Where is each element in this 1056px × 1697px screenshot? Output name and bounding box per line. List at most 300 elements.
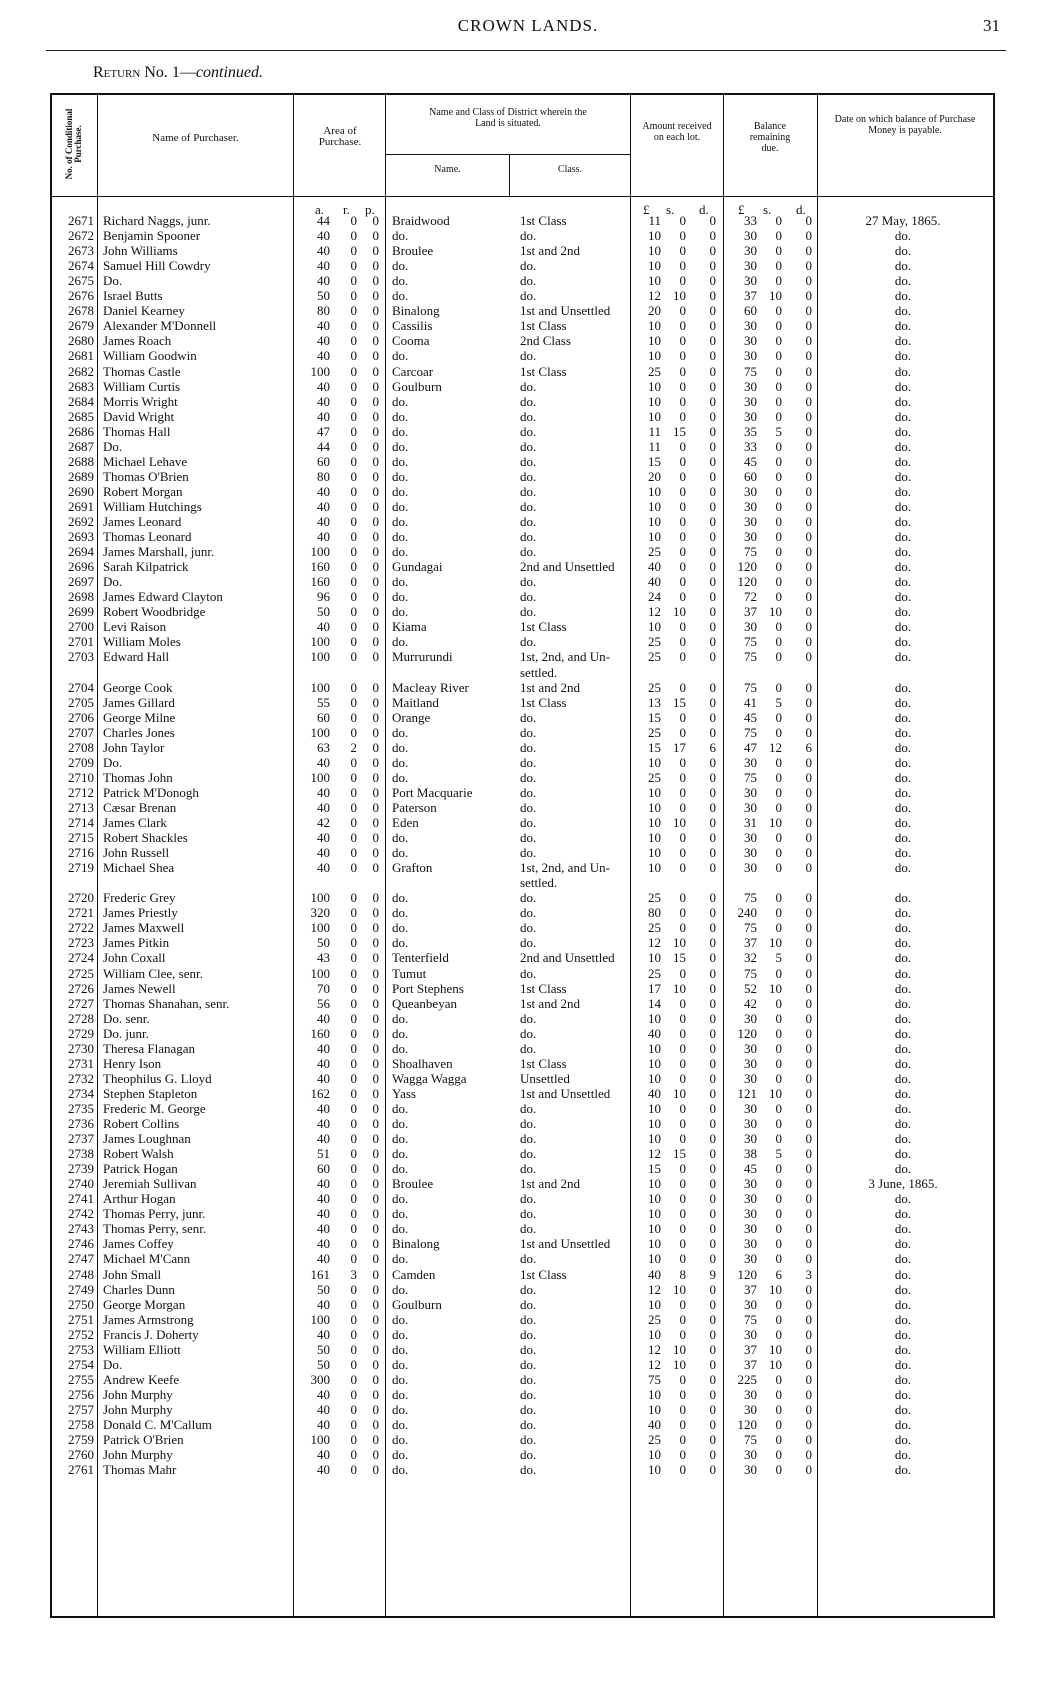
purchaser-name: James Coffey bbox=[103, 1236, 174, 1252]
amount-shillings: 0 bbox=[679, 273, 686, 289]
area-acres: 40 bbox=[317, 1447, 330, 1463]
balance-shillings: 5 bbox=[775, 1146, 782, 1162]
amount-shillings: 0 bbox=[679, 348, 686, 364]
purchase-number: 2716 bbox=[68, 845, 94, 861]
payable-date: do. bbox=[894, 1085, 912, 1101]
area-perches: 0 bbox=[372, 1010, 379, 1026]
area-perches: 0 bbox=[372, 303, 379, 319]
area-roods: 0 bbox=[350, 1462, 357, 1478]
purchase-number: 2720 bbox=[68, 890, 94, 906]
balance-pounds: 30 bbox=[744, 258, 757, 274]
area-roods: 0 bbox=[350, 468, 357, 484]
area-roods: 0 bbox=[350, 649, 357, 665]
purchaser-name: Do. bbox=[103, 438, 123, 454]
area-perches: 0 bbox=[372, 318, 379, 334]
amount-pence: 0 bbox=[709, 1161, 716, 1177]
amount-pounds: 11 bbox=[648, 213, 661, 228]
payable-date: do. bbox=[894, 559, 912, 575]
payable-date: do. bbox=[894, 1341, 912, 1357]
balance-pence: 3 bbox=[805, 1266, 812, 1282]
area-perches: 0 bbox=[372, 273, 379, 289]
purchaser-name: Henry Ison bbox=[103, 1055, 162, 1071]
district-class: do. bbox=[520, 1371, 537, 1387]
amount-pence: 0 bbox=[709, 468, 716, 484]
payable-date: do. bbox=[894, 1025, 912, 1041]
area-roods: 0 bbox=[350, 799, 357, 815]
amount-pence: 0 bbox=[709, 408, 716, 424]
district-name: do. bbox=[392, 1146, 409, 1162]
unit-acres: a. bbox=[315, 202, 325, 217]
area-perches: 0 bbox=[372, 1191, 379, 1207]
purchaser-name: Edward Hall bbox=[103, 649, 170, 665]
amount-pounds: 25 bbox=[648, 769, 661, 785]
amount-pence: 0 bbox=[709, 1432, 716, 1448]
amount-shillings: 0 bbox=[679, 649, 686, 665]
amount-pence: 0 bbox=[709, 453, 716, 469]
balance-pence: 0 bbox=[805, 1221, 812, 1237]
balance-pounds: 30 bbox=[744, 1447, 757, 1463]
purchaser-name: John Williams bbox=[103, 243, 178, 259]
amount-pence: 0 bbox=[709, 1401, 716, 1417]
payable-date: do. bbox=[894, 965, 912, 981]
table-row bbox=[52, 379, 993, 395]
balance-pence: 0 bbox=[805, 1462, 812, 1478]
area-perches: 0 bbox=[372, 935, 379, 951]
payable-date: do. bbox=[894, 754, 912, 770]
balance-shillings: 0 bbox=[775, 258, 782, 274]
amount-pounds: 40 bbox=[648, 1266, 661, 1282]
payable-date: do. bbox=[894, 604, 912, 620]
area-acres: 40 bbox=[317, 243, 330, 259]
district-class: do. bbox=[520, 378, 537, 394]
table-row bbox=[52, 1026, 993, 1042]
purchase-number: 2761 bbox=[68, 1462, 94, 1478]
balance-pence: 0 bbox=[805, 920, 812, 936]
amount-pence: 0 bbox=[709, 213, 716, 228]
balance-pounds: 37 bbox=[744, 1281, 757, 1297]
purchaser-name: James Roach bbox=[103, 333, 172, 349]
amount-pence: 0 bbox=[709, 529, 716, 545]
area-perches: 0 bbox=[372, 1100, 379, 1116]
area-roods: 0 bbox=[350, 483, 357, 499]
balance-pence: 0 bbox=[805, 1100, 812, 1116]
amount-pounds: 15 bbox=[648, 709, 661, 725]
district-class: 1st Class bbox=[520, 980, 567, 996]
payable-date: do. bbox=[894, 619, 912, 635]
payable-date: do. bbox=[894, 1221, 912, 1237]
area-roods: 0 bbox=[350, 965, 357, 981]
balance-pounds: 30 bbox=[744, 1206, 757, 1222]
purchaser-name: Arthur Hogan bbox=[103, 1191, 176, 1207]
purchase-number: 2757 bbox=[68, 1401, 94, 1417]
payable-date: do. bbox=[894, 1100, 912, 1116]
district-name: do. bbox=[392, 634, 409, 650]
balance-pence: 0 bbox=[805, 228, 812, 244]
purchaser-name: Do. junr. bbox=[103, 1025, 149, 1041]
balance-shillings: 0 bbox=[775, 845, 782, 861]
table-row bbox=[52, 409, 993, 425]
district-name: Grafton bbox=[392, 860, 433, 876]
area-roods: 0 bbox=[350, 1311, 357, 1327]
balance-shillings: 0 bbox=[775, 1161, 782, 1177]
purchase-number: 2700 bbox=[68, 619, 94, 635]
district-name: Cassilis bbox=[392, 318, 433, 334]
balance-pence: 0 bbox=[805, 1176, 812, 1192]
payable-date: do. bbox=[894, 980, 912, 996]
purchase-number: 2706 bbox=[68, 709, 94, 725]
area-perches: 0 bbox=[372, 1146, 379, 1162]
table-row bbox=[52, 1432, 993, 1448]
balance-pounds: 30 bbox=[744, 1010, 757, 1026]
purchaser-name: Thomas Perry, senr. bbox=[103, 1221, 207, 1237]
area-roods: 0 bbox=[350, 1131, 357, 1147]
purchaser-name: William Moles bbox=[103, 634, 181, 650]
amount-pence: 0 bbox=[709, 679, 716, 695]
balance-shillings: 0 bbox=[775, 1386, 782, 1402]
amount-pounds: 10 bbox=[648, 243, 661, 259]
balance-pounds: 37 bbox=[744, 935, 757, 951]
amount-pence: 0 bbox=[709, 288, 716, 304]
payable-date: do. bbox=[894, 784, 912, 800]
amount-pounds: 10 bbox=[648, 784, 661, 800]
balance-pounds: 75 bbox=[744, 920, 757, 936]
balance-shillings: 0 bbox=[775, 574, 782, 590]
balance-pounds: 30 bbox=[744, 1040, 757, 1056]
amount-shillings: 0 bbox=[679, 1206, 686, 1222]
purchase-number: 2743 bbox=[68, 1221, 94, 1237]
area-acres: 40 bbox=[317, 529, 330, 545]
amount-pence: 0 bbox=[709, 303, 716, 319]
table-row bbox=[52, 1236, 993, 1252]
purchase-number: 2747 bbox=[68, 1251, 94, 1267]
amount-pence: 0 bbox=[709, 1417, 716, 1432]
payable-date: do. bbox=[894, 679, 912, 695]
payable-date: do. bbox=[894, 1116, 912, 1131]
purchaser-name: Israel Butts bbox=[103, 288, 163, 304]
page-header bbox=[0, 12, 1056, 42]
area-perches: 0 bbox=[372, 1356, 379, 1372]
purchase-number: 2676 bbox=[68, 288, 94, 304]
payable-date: do. bbox=[894, 1131, 912, 1147]
district-name: Carcoar bbox=[392, 363, 434, 379]
area-acres: 80 bbox=[317, 303, 330, 319]
purchaser-name: James Marshall, junr. bbox=[103, 544, 215, 560]
district-class: do. bbox=[520, 423, 537, 439]
balance-pence: 0 bbox=[805, 1206, 812, 1222]
table-row bbox=[52, 1206, 993, 1222]
amount-pounds: 10 bbox=[648, 1010, 661, 1026]
balance-pounds: 75 bbox=[744, 965, 757, 981]
balance-pence: 0 bbox=[805, 815, 812, 830]
purchase-number: 2714 bbox=[68, 815, 94, 830]
purchaser-name: James Newell bbox=[103, 980, 176, 996]
purchaser-name: George Cook bbox=[103, 679, 173, 695]
district-class: 1st Class bbox=[520, 1055, 567, 1071]
area-acres: 96 bbox=[317, 589, 330, 605]
amount-shillings: 0 bbox=[679, 754, 686, 770]
district-name: do. bbox=[392, 393, 409, 409]
area-acres: 300 bbox=[310, 1371, 330, 1387]
purchaser-name: Richard Naggs, junr. bbox=[103, 213, 211, 228]
amount-pounds: 10 bbox=[648, 1326, 661, 1342]
purchase-number: 2715 bbox=[68, 830, 94, 846]
amount-pounds: 10 bbox=[648, 258, 661, 274]
balance-pounds: 30 bbox=[744, 1116, 757, 1131]
purchaser-name: Francis J. Doherty bbox=[103, 1326, 199, 1342]
district-class: do. bbox=[520, 935, 537, 951]
purchaser-name: John Murphy bbox=[103, 1386, 173, 1402]
area-perches: 0 bbox=[372, 830, 379, 846]
payable-date: do. bbox=[894, 1417, 912, 1432]
area-acres: 40 bbox=[317, 1070, 330, 1086]
payable-date: do. bbox=[894, 1462, 912, 1478]
table-row bbox=[52, 1191, 993, 1207]
purchase-number: 2746 bbox=[68, 1236, 94, 1252]
area-acres: 56 bbox=[317, 995, 330, 1011]
purchaser-name: John Murphy bbox=[103, 1447, 173, 1463]
payable-date: do. bbox=[894, 453, 912, 469]
area-roods: 0 bbox=[350, 1401, 357, 1417]
area-roods: 0 bbox=[350, 1085, 357, 1101]
area-perches: 0 bbox=[372, 1462, 379, 1478]
area-perches: 0 bbox=[372, 559, 379, 575]
district-name: Maitland bbox=[392, 694, 439, 710]
balance-shillings: 0 bbox=[775, 1206, 782, 1222]
area-perches: 0 bbox=[372, 1070, 379, 1086]
purchase-number: 2735 bbox=[68, 1100, 94, 1116]
amount-pence: 0 bbox=[709, 830, 716, 846]
amount-pence: 0 bbox=[709, 965, 716, 981]
table-row bbox=[52, 213, 993, 229]
purchaser-name: Do. bbox=[103, 1356, 123, 1372]
table-row bbox=[52, 439, 993, 455]
purchase-number: 2760 bbox=[68, 1447, 94, 1463]
area-roods: 0 bbox=[350, 1206, 357, 1222]
amount-pence: 0 bbox=[709, 935, 716, 951]
amount-pounds: 10 bbox=[648, 1296, 661, 1312]
district-class: do. bbox=[520, 604, 537, 620]
area-acres: 40 bbox=[317, 1326, 330, 1342]
district-name: Binalong bbox=[392, 303, 440, 319]
district-name: Queanbeyan bbox=[392, 995, 457, 1011]
payable-date: do. bbox=[894, 378, 912, 394]
balance-pounds: 37 bbox=[744, 288, 757, 304]
district-class: do. bbox=[520, 1296, 537, 1312]
purchaser-name: William Curtis bbox=[103, 378, 181, 394]
area-roods: 0 bbox=[350, 1326, 357, 1342]
amount-pounds: 10 bbox=[648, 529, 661, 545]
balance-shillings: 10 bbox=[769, 288, 782, 304]
balance-shillings: 0 bbox=[775, 243, 782, 259]
amount-pounds: 10 bbox=[648, 1040, 661, 1056]
table-row bbox=[52, 1086, 993, 1102]
balance-shillings: 0 bbox=[775, 784, 782, 800]
area-acres: 60 bbox=[317, 1161, 330, 1177]
table-row bbox=[52, 424, 993, 440]
amount-pounds: 10 bbox=[648, 333, 661, 349]
district-name: do. bbox=[392, 1010, 409, 1026]
area-perches: 0 bbox=[372, 288, 379, 304]
table-row bbox=[52, 1297, 993, 1313]
area-perches: 0 bbox=[372, 619, 379, 635]
header-district-name: Name. bbox=[434, 164, 461, 175]
table-row bbox=[52, 529, 993, 545]
purchaser-name: Do. bbox=[103, 754, 123, 770]
balance-pounds: 42 bbox=[744, 995, 757, 1011]
balance-shillings: 0 bbox=[775, 1401, 782, 1417]
district-name: do. bbox=[392, 483, 409, 499]
area-acres: 40 bbox=[317, 1040, 330, 1056]
area-perches: 0 bbox=[372, 649, 379, 665]
balance-pounds: 75 bbox=[744, 1311, 757, 1327]
amount-pence: 0 bbox=[709, 1206, 716, 1222]
table-row bbox=[52, 288, 993, 304]
amount-shillings: 17 bbox=[673, 739, 686, 755]
balance-shillings: 0 bbox=[775, 303, 782, 319]
area-perches: 0 bbox=[372, 815, 379, 830]
amount-pounds: 10 bbox=[648, 845, 661, 861]
balance-shillings: 0 bbox=[775, 1040, 782, 1056]
payable-date: do. bbox=[894, 1296, 912, 1312]
district-name: do. bbox=[392, 1161, 409, 1177]
purchase-number: 2679 bbox=[68, 318, 94, 334]
amount-pence: 0 bbox=[709, 950, 716, 966]
district-name: Macleay River bbox=[392, 679, 469, 695]
balance-pounds: 30 bbox=[744, 408, 757, 424]
table-row bbox=[52, 1251, 993, 1267]
amount-pounds: 20 bbox=[648, 303, 661, 319]
table-row bbox=[52, 1372, 993, 1388]
balance-pence: 0 bbox=[805, 860, 812, 876]
purchase-number: 2689 bbox=[68, 468, 94, 484]
area-acres: 40 bbox=[317, 408, 330, 424]
area-perches: 0 bbox=[372, 1386, 379, 1402]
area-acres: 100 bbox=[310, 634, 330, 650]
district-class: do. bbox=[520, 905, 537, 921]
balance-pounds: 120 bbox=[737, 1417, 757, 1432]
purchaser-name: Alexander M'Donnell bbox=[103, 318, 217, 334]
area-acres: 40 bbox=[317, 1236, 330, 1252]
amount-pounds: 25 bbox=[648, 363, 661, 379]
purchase-number: 2703 bbox=[68, 649, 94, 665]
purchaser-name: Robert Morgan bbox=[103, 483, 183, 499]
area-roods: 0 bbox=[350, 935, 357, 951]
district-class: do. bbox=[520, 754, 537, 770]
table-row bbox=[52, 454, 993, 470]
purchaser-name: William Hutchings bbox=[103, 498, 202, 514]
amount-pence: 0 bbox=[709, 574, 716, 590]
district-class: 1st Class bbox=[520, 363, 567, 379]
area-roods: 0 bbox=[350, 348, 357, 364]
unit-pounds: £ bbox=[643, 202, 650, 217]
area-perches: 0 bbox=[372, 589, 379, 605]
unit-shillings: s. bbox=[666, 202, 675, 217]
table-row bbox=[52, 273, 993, 289]
balance-pence: 0 bbox=[805, 393, 812, 409]
balance-shillings: 10 bbox=[769, 1356, 782, 1372]
district-class: do. bbox=[520, 830, 537, 846]
amount-pounds: 10 bbox=[648, 1401, 661, 1417]
balance-pence: 0 bbox=[805, 1010, 812, 1026]
district-name: do. bbox=[392, 1221, 409, 1237]
balance-shillings: 0 bbox=[775, 995, 782, 1011]
amount-shillings: 10 bbox=[673, 1341, 686, 1357]
table-row bbox=[52, 574, 993, 590]
balance-pence: 0 bbox=[805, 1356, 812, 1372]
district-class: do. bbox=[520, 1161, 537, 1177]
table-row bbox=[52, 710, 993, 726]
table-row bbox=[52, 469, 993, 485]
payable-date: do. bbox=[894, 634, 912, 650]
district-name: do. bbox=[392, 468, 409, 484]
district-name: do. bbox=[392, 453, 409, 469]
purchase-number: 2694 bbox=[68, 544, 94, 560]
amount-shillings: 0 bbox=[679, 243, 686, 259]
balance-pounds: 45 bbox=[744, 453, 757, 469]
district-name: do. bbox=[392, 754, 409, 770]
balance-pence: 0 bbox=[805, 799, 812, 815]
purchaser-name: Frederic Grey bbox=[103, 890, 176, 906]
area-perches: 0 bbox=[372, 754, 379, 770]
amount-pounds: 40 bbox=[648, 1417, 661, 1432]
amount-pence: 0 bbox=[709, 243, 716, 259]
purchase-number: 2691 bbox=[68, 498, 94, 514]
area-roods: 0 bbox=[350, 709, 357, 725]
amount-pence: 0 bbox=[709, 1176, 716, 1192]
area-perches: 0 bbox=[372, 1326, 379, 1342]
table-row bbox=[52, 755, 993, 771]
balance-shillings: 0 bbox=[775, 1176, 782, 1192]
amount-shillings: 0 bbox=[679, 1296, 686, 1312]
purchaser-name: Theresa Flanagan bbox=[103, 1040, 196, 1056]
payable-date: do. bbox=[894, 438, 912, 454]
area-roods: 0 bbox=[350, 498, 357, 514]
area-perches: 0 bbox=[372, 1281, 379, 1297]
area-acres: 50 bbox=[317, 935, 330, 951]
balance-shillings: 0 bbox=[775, 1296, 782, 1312]
balance-pounds: 30 bbox=[744, 1386, 757, 1402]
area-acres: 40 bbox=[317, 1251, 330, 1267]
amount-pence: 0 bbox=[709, 815, 716, 830]
balance-shillings: 0 bbox=[775, 1432, 782, 1448]
purchase-number: 2682 bbox=[68, 363, 94, 379]
purchaser-name: Sarah Kilpatrick bbox=[103, 559, 189, 575]
area-acres: 40 bbox=[317, 1055, 330, 1071]
balance-pence: 0 bbox=[805, 1251, 812, 1267]
amount-pounds: 10 bbox=[648, 393, 661, 409]
amount-shillings: 0 bbox=[679, 453, 686, 469]
amount-pounds: 10 bbox=[648, 1131, 661, 1147]
area-perches: 0 bbox=[372, 1371, 379, 1387]
area-perches: 0 bbox=[372, 483, 379, 499]
amount-pounds: 25 bbox=[648, 649, 661, 665]
amount-shillings: 10 bbox=[673, 1085, 686, 1101]
area-roods: 0 bbox=[350, 559, 357, 575]
district-name: do. bbox=[392, 408, 409, 424]
district-class: do. bbox=[520, 438, 537, 454]
amount-shillings: 0 bbox=[679, 830, 686, 846]
balance-shillings: 0 bbox=[775, 890, 782, 906]
district-class: do. bbox=[520, 514, 537, 529]
balance-pounds: 37 bbox=[744, 1341, 757, 1357]
area-perches: 0 bbox=[372, 950, 379, 966]
area-acres: 80 bbox=[317, 468, 330, 484]
purchase-number: 2683 bbox=[68, 378, 94, 394]
purchaser-name: Do. bbox=[103, 574, 123, 590]
amount-pounds: 10 bbox=[648, 1462, 661, 1478]
area-acres: 51 bbox=[317, 1146, 330, 1162]
balance-pounds: 45 bbox=[744, 709, 757, 725]
